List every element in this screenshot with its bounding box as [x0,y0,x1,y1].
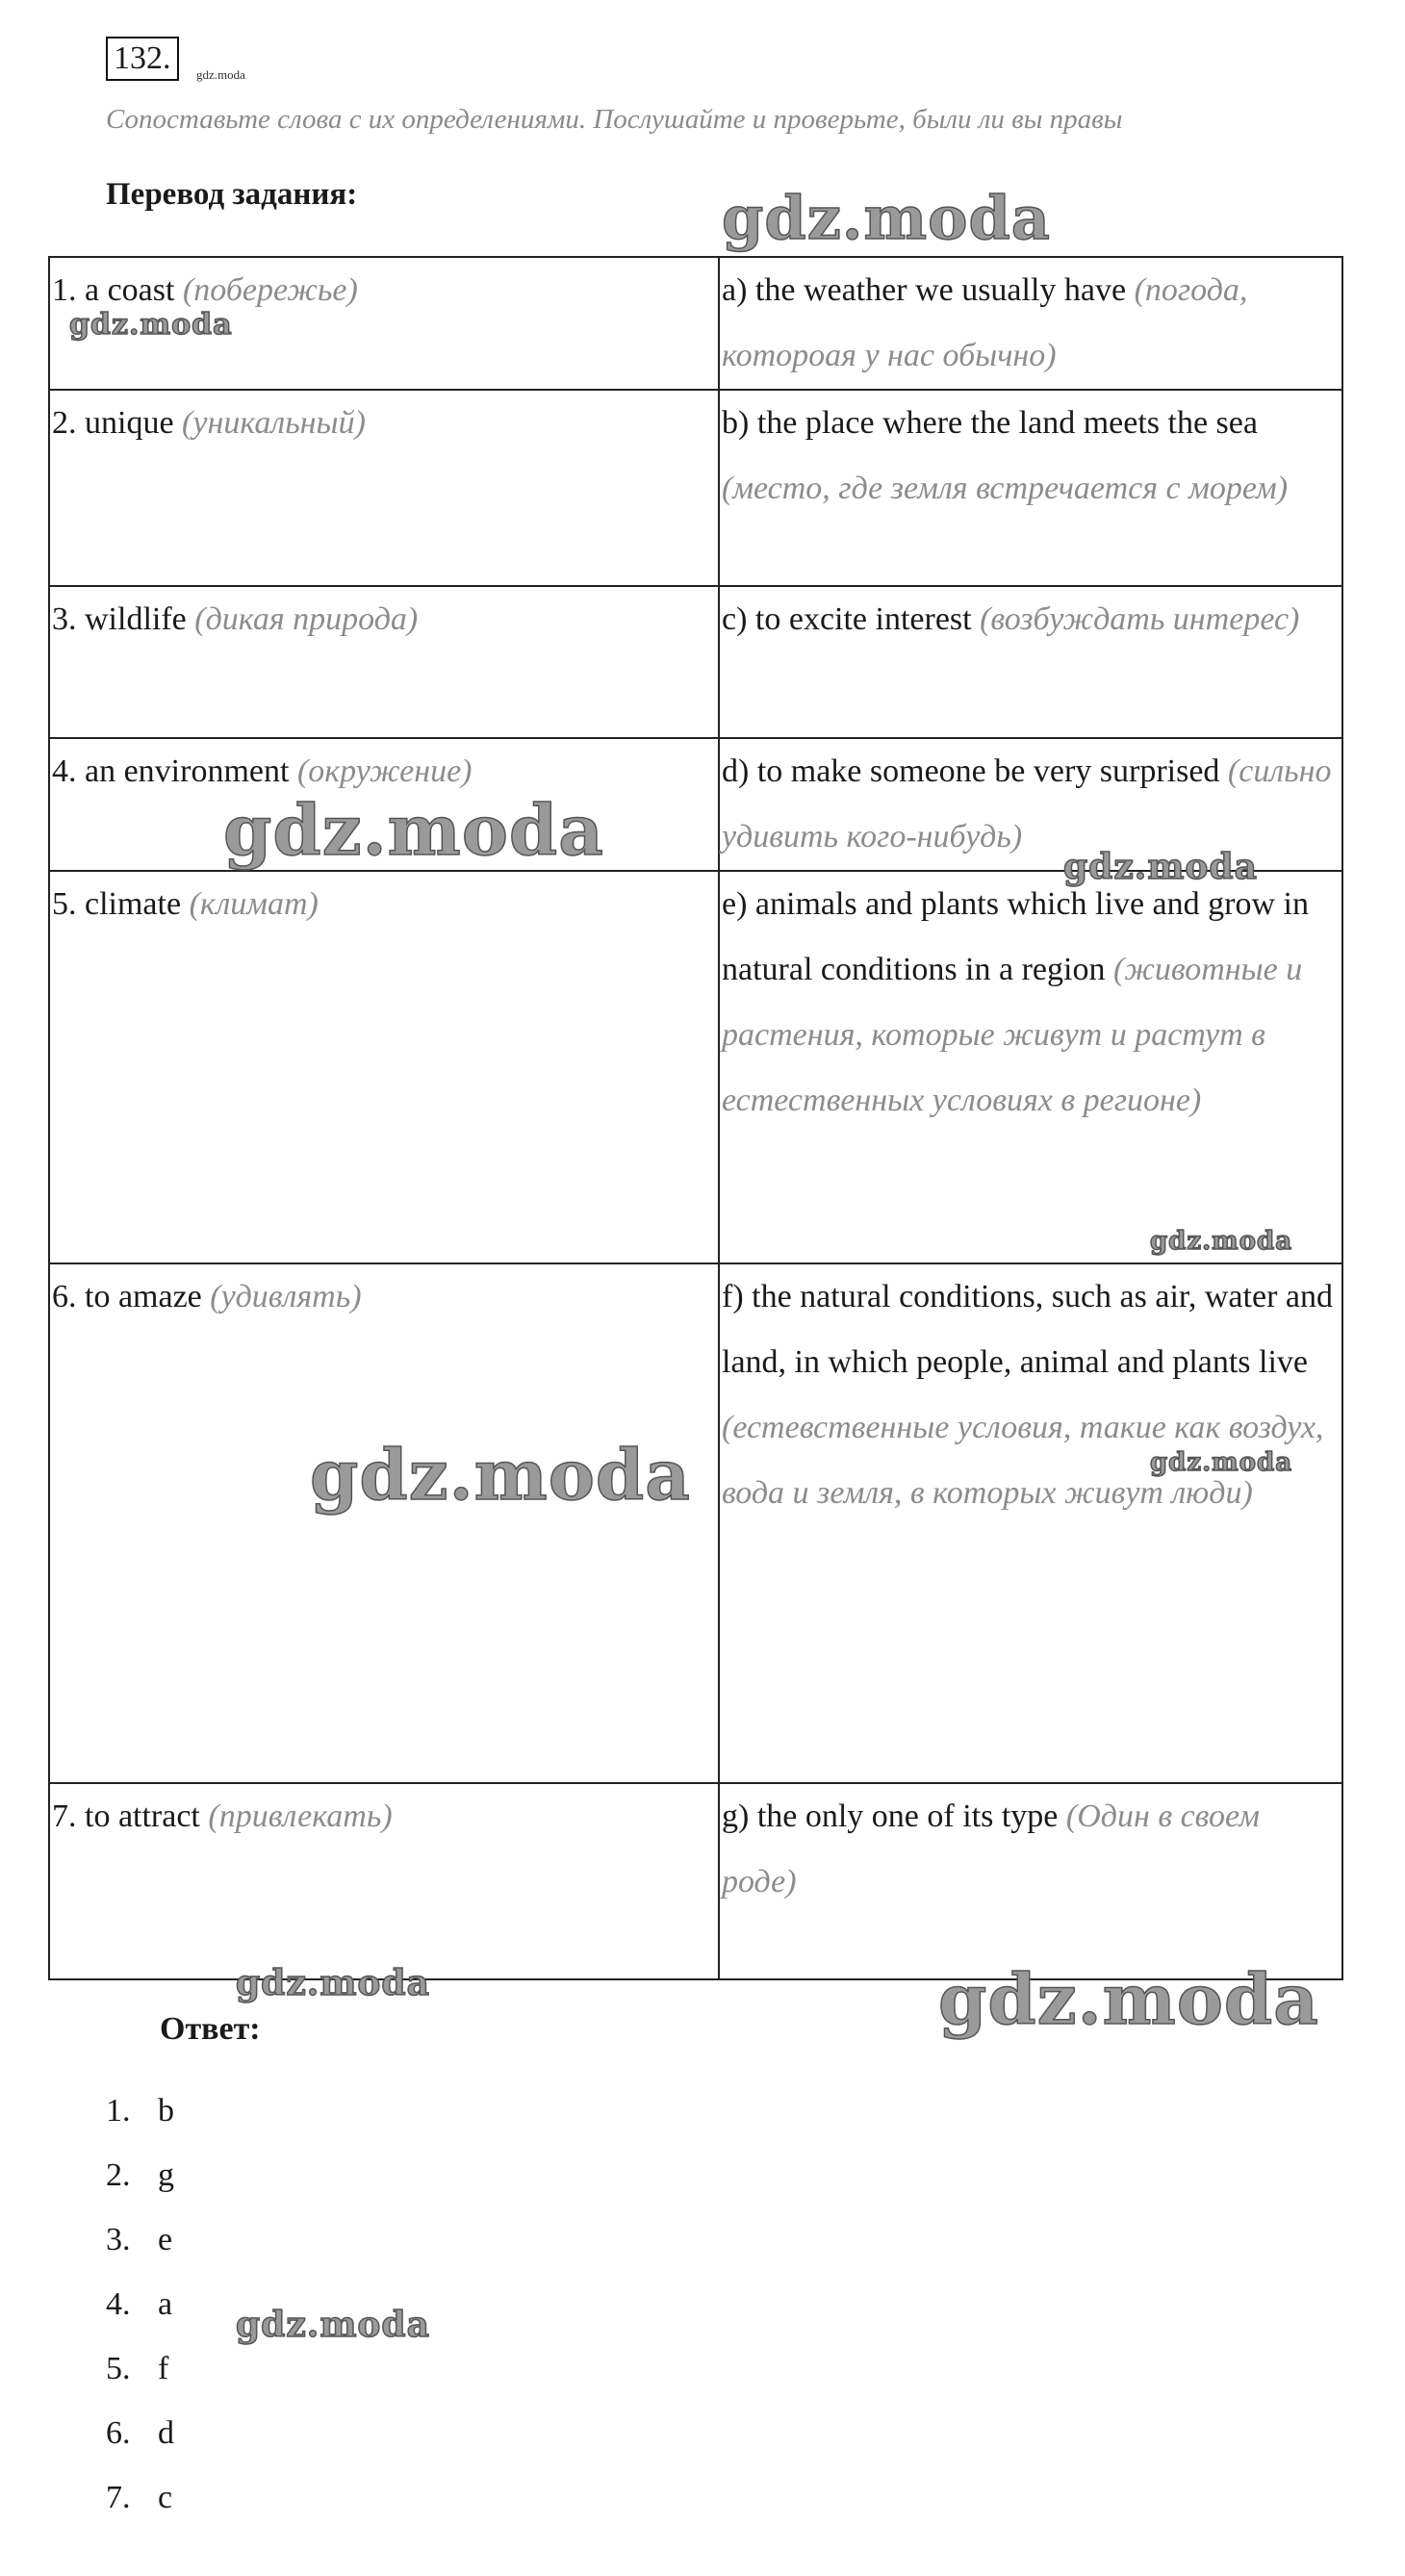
list-item: 7. c [106,2480,173,2515]
watermark: gdz.moda [1150,1227,1293,1256]
watermark: gdz.moda [223,789,604,871]
watermark: gdz.moda [310,1434,691,1516]
definition-cell: a) the weather we usually have (погода, котороая у нас обычно) [719,257,1342,390]
definition-cell: d) to make someone be very surprised (сильно удивить кого-нибудь) [719,738,1342,871]
term-cell: 5. climate (климат) [49,871,719,1263]
answer-list [106,2079,174,2530]
term-cell: 7. to attract (привлекать) [49,1783,719,1979]
instruction-text: Сопоставьте слова с их определениями. Послушайте и проверьте, были ли вы правы [106,104,1123,135]
list-item: 4. a [106,2286,173,2322]
list-item: 5. f [106,2351,169,2386]
table-row [49,871,1342,1263]
term-cell: 6. to amaze (удивлять) [49,1263,719,1783]
table-row [49,586,1342,738]
watermark: gdz.moda [236,2305,430,2345]
term-cell: 3. wildlife (дикая природа) [49,586,719,738]
term-cell: 4. an environment (окружение) [49,738,719,871]
table-row [49,1783,1342,1979]
watermark: gdz.moda [1150,1448,1293,1477]
table-row [49,257,1342,390]
list-item: 2. g [106,2157,174,2193]
term-cell: 2. unique (уникальный) [49,390,719,586]
list-item: 3. e [106,2222,173,2257]
list-item: 1. b [106,2093,174,2129]
exercise-number: 132. [106,37,179,81]
definition-cell: b) the place where the land meets the sea (место, где земля встречается с морем) [719,390,1342,586]
watermark: gdz.moda [722,183,1051,253]
watermark: gdz.moda [69,308,233,342]
definition-cell: e) animals and plants which live and grow in natural conditions in a region (животные и растения, которые живут и растут в естественных условиях в регионе) [719,871,1342,1263]
matching-table [48,256,1343,1980]
watermark: gdz.moda [236,1963,430,2003]
watermark: gdz.moda [938,1958,1319,2040]
table-row [49,1263,1342,1783]
table-row [49,390,1342,586]
translation-heading: Перевод задания: [106,177,358,212]
small-watermark: gdz.moda [196,67,245,82]
definition-cell: g) the only one of its type (Один в своем роде) [719,1783,1342,1979]
definition-cell: c) to excite interest (возбуждать интерес) [719,586,1342,738]
answer-heading: Ответ: [160,2011,261,2047]
list-item: 6. d [106,2415,174,2451]
definition-cell: f) the natural conditions, such as air, water and land, in which people, animal and plants live (естевственные условия, такие как воздух, вода и земля, в которых живут люди) [719,1263,1342,1783]
term-cell: 1. a coast (побережье) [49,257,719,390]
watermark: gdz.moda [1063,847,1258,887]
